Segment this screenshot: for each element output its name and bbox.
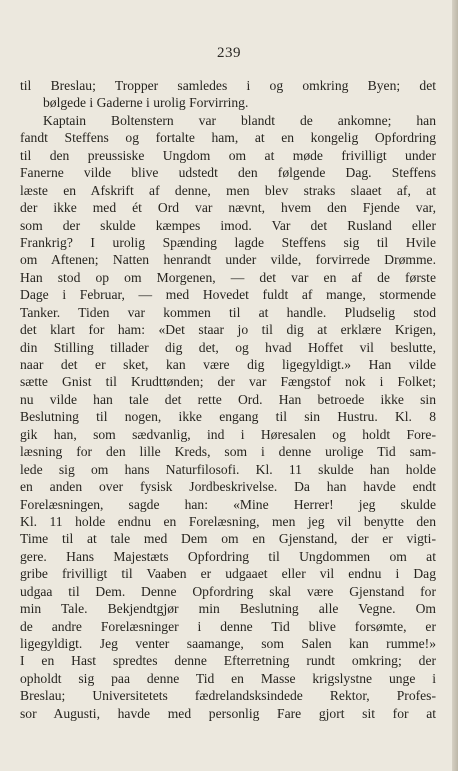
- text-line: læste en Afskrift af denne, men blev straks slaaet af, at: [20, 182, 436, 198]
- text-line: Kaptain Boltenstern var blandt de ankomne; han: [43, 112, 436, 128]
- text-line: Dage i Februar, — med Hovedet fuldt af mange, stormende: [20, 287, 436, 303]
- text-line: der ikke med ét Ord var nævnt, hvem den Fjende var,: [20, 200, 436, 216]
- text-line: om Aftenen; Natten henrandt under vilde, forvirrede Drømme.: [20, 252, 436, 268]
- text-line: nu vilde han tale det rette Ord. Han betroede ikke sin: [20, 391, 436, 407]
- text-line: læsning for den lille Kreds, som i denne urolige Tid sam-: [20, 444, 436, 460]
- text-line: Frankrig? I urolig Spænding lagde Steffens sig til Hvile: [20, 234, 436, 250]
- text-line: som der skulde kæmpes imod. Var det Rusland eller: [20, 217, 436, 233]
- text-line: Beslutning til nogen, ikke engang til sin Hustru. Kl. 8: [20, 409, 436, 425]
- text-line: lede sig om hans Naturfilosofi. Kl. 11 skulde han holde: [20, 461, 436, 477]
- text-line: til Breslau; Tropper samledes i og omkring Byen; det: [20, 78, 436, 93]
- text-line: min Tale. Bekjendtgjør min Beslutning alle Vegne. Om: [20, 601, 436, 617]
- text-line: naar det er sket, kan være dig ligegyldigt.» Han vilde: [20, 357, 436, 372]
- text-line: opholdt sig paa denne Tid en Masse krigslystne unge i: [20, 670, 436, 686]
- text-line: en anden over fysisk Jordbeskrivelse. Da han havde endt: [20, 479, 436, 495]
- text-line: gere. Hans Majestæts Opfordring til Ungdommen om at: [20, 548, 436, 564]
- text-line: bølgede i Gaderne i urolig Forvirring.: [43, 95, 249, 111]
- text-line: Breslau; Universitetets fædrelandsksindede Rektor, Profes-: [20, 688, 436, 704]
- text-line: gik han, som sædvanlig, ind i Høresalen og holdt Fore-: [20, 426, 436, 442]
- text-line: I en Hast spredtes denne Efterretning rundt omkring; der: [20, 653, 436, 669]
- text-line: gribe frivilligt til Vaaben er udgaaet eller vil endnu i Dag: [20, 566, 436, 582]
- text-line: sætte Gnist til Krudttønden; der var Fængstof nok i Folket;: [20, 374, 436, 390]
- text-line: de andre Forelæsninger i denne Tid blive forsømte, er: [20, 618, 436, 634]
- text-line: din Stilling tillader dig det, og hvad Hoffet vil beslutte,: [20, 339, 436, 355]
- text-line: ligegyldigt. Jeg venter saamange, som Salen kan rumme!»: [20, 636, 436, 651]
- page-number: 239: [217, 45, 241, 61]
- text-line: fandt Steffens og fortalte ham, at en kongelig Opfordring: [20, 130, 436, 146]
- text-line: Kl. 11 holde endnu en Forelæsning, men jeg vil benytte den: [20, 513, 436, 529]
- text-line: sor Augusti, havde med personlig Fare gjort sit for at: [20, 705, 436, 721]
- text-line: Time til at tale med Dem om en Gjenstand, der er vigti-: [20, 531, 436, 547]
- text-line: Fanerne vilde blive udstedt den følgende Dag. Steffens: [20, 165, 436, 181]
- text-line: Tanker. Tiden var kommen til at handle. Pludselig stod: [20, 304, 436, 320]
- text-line: udgaa til Dem. Denne Opfordring skal være Gjenstand for: [20, 583, 436, 599]
- page-edge: [452, 0, 458, 771]
- text-line: det klart for ham: «Det staar jo til dig at erklære Krigen,: [20, 322, 436, 338]
- text-line: Forelæsningen, sagde han: «Mine Herrer! jeg skulde: [20, 496, 436, 512]
- body-text: [20, 77, 436, 722]
- text-line: Han stod op om Morgenen, — det var en af de første: [20, 269, 436, 285]
- text-line: til den preussiske Ungdom om at møde frivilligt under: [20, 147, 436, 163]
